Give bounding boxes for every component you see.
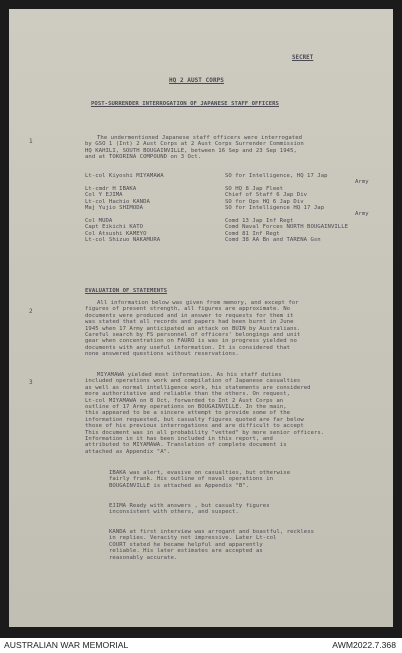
- note-line: reliable. His later estimates are accepted as: [109, 548, 263, 555]
- paragraph-line: was stated that all records and papers had been burnt in June: [85, 319, 294, 326]
- paragraph-number-1: 1: [29, 138, 33, 145]
- officer-role: Comd 13 Jap Inf Regt: [225, 217, 294, 224]
- paragraph-line: gear when concentration on FAURO is was in progress yielded no: [85, 338, 297, 345]
- paragraph-line: documents with any useful information. It is considered that: [85, 344, 291, 351]
- paragraph-line: and at TOKORINA COMPOUND on 3 Oct.: [85, 154, 202, 161]
- paragraph-line: All information below was given from memory, and except for: [97, 300, 299, 306]
- paragraph-2: [85, 300, 377, 358]
- note-kanda: [109, 529, 314, 561]
- officer-role: Comd Naval Forces NORTH BOUGAINVILLE: [225, 224, 349, 231]
- officer-name: Col MUDA: [85, 217, 113, 224]
- note-ejima: [109, 503, 270, 516]
- paragraph-3: [85, 372, 377, 455]
- officer-role: Comd 81 Inf Regt: [225, 230, 280, 237]
- paragraph-line: information requested, but casualty figures quoted are far below: [85, 416, 304, 423]
- classification-mark: SECRET: [292, 55, 314, 61]
- paragraph-line: more authoritative and reliable than the others. On request,: [85, 391, 291, 398]
- officer-name: Lt-cmdr H IBAKA: [85, 185, 137, 192]
- section-heading: EVALUATION OF STATEMENTS: [85, 288, 168, 294]
- officer-role: Chief of Staff 6 Jap Div: [225, 192, 308, 199]
- note-line: IBAKA was alert, evasive on casualties, but otherwise: [109, 470, 291, 476]
- note-line: KANDA at first interview was arrogant and boastful, reckless: [109, 529, 315, 535]
- officer-role: SO for Ops HQ 6 Jap Div: [225, 198, 304, 205]
- paragraph-number-3: 3: [29, 379, 33, 386]
- footer-institution: AUSTRALIAN WAR MEMORIAL: [4, 640, 129, 650]
- paragraph-line: as well as normal intelligence work, his statements are considered: [85, 384, 311, 391]
- note-line: BOUGAINVILLE is attached as Appendix "B".: [109, 482, 250, 489]
- paragraph-line: HQ KAHILI, SOUTH BOUGAINVILLE, between 16 Sep and 23 Sep 1945,: [85, 147, 297, 154]
- note-line: in replies. Veracity not impressive. Later Lt-col: [109, 535, 277, 542]
- officer-role-cont: Army: [355, 211, 369, 218]
- paragraph-line: Information in it has been included in this report, and: [85, 435, 273, 442]
- officer-name: Col Y EJIMA: [85, 192, 123, 199]
- officer-role: SO for Intelligence, HQ 17 Jap: [225, 173, 328, 179]
- paragraph-line: none answered questions without reservations.: [85, 351, 239, 358]
- document-page: [9, 9, 393, 627]
- officer-role: Comd 38 AA Bn and TARENA Gsn: [225, 236, 321, 243]
- hq-heading: HQ 2 AUST CORPS: [169, 77, 224, 84]
- note-line: fairly frank. His outline of naval operations in: [109, 476, 274, 483]
- paragraph-line: Lt-col MIYAMAWA on 8 Oct, forwarded to Int 2 Aust Corps an: [85, 397, 284, 404]
- paragraph-line: attributed to MIYAMAWA. Translation of complete document is: [85, 442, 287, 449]
- paragraph-line: by GSO 1 (Int) 2 Aust Corps at 2 Aust Corps Surrender Commission: [85, 141, 304, 148]
- officer-name: Lt-col Shizuo NAKAMURA: [85, 236, 161, 243]
- paragraph-line: MIYAMAWA yielded most information. As his staff duties: [97, 372, 282, 378]
- officer-name: Maj Yujio SHIMODA: [85, 204, 144, 211]
- officer-name: Lt-col Kiyoshi MIYAMAWA: [85, 173, 164, 179]
- paragraph-line: documents were produced and in answer to requests for them it: [85, 312, 294, 319]
- paragraph-line: those of his previous interrogations and are difficult to accept: [85, 423, 304, 430]
- officer-name: Capt Eikichi KATO: [85, 224, 144, 231]
- footer-catalogue-number: AWM2022.7.368: [332, 640, 396, 650]
- note-ibaka: [109, 470, 290, 489]
- note-line: inconsistent with others, and suspect.: [109, 509, 239, 516]
- paragraph-line: attached as Appendix "A".: [85, 448, 171, 455]
- officer-name: Col Atsushi KAMEYO: [85, 230, 147, 237]
- paragraph-line: this appeared to be a sincere attempt to provide some of the: [85, 410, 291, 417]
- paragraph-1: [85, 135, 377, 161]
- paragraph-line: outline of 17 Army operations on BOUGAINVILLE. In the main,: [85, 403, 287, 410]
- paragraph-line: The undermentioned Japanese staff officers were interrogated: [97, 135, 303, 141]
- note-line: COURT stated he became helpful and apparently: [109, 541, 263, 548]
- note-line: reasonably accurate.: [109, 554, 178, 561]
- paragraph-line: This document was in all probability "vetted" by more senior officers.: [85, 429, 325, 436]
- officer-role: SO HQ 8 Jap Fleet: [225, 185, 284, 192]
- officer-name: Lt-col Hachio KANDA: [85, 198, 150, 205]
- document-title: POST-SURRENDER INTERROGATION OF JAPANESE STAFF OFFICERS: [91, 101, 279, 107]
- paragraph-number-2: 2: [29, 308, 33, 315]
- officer-role: SO for Intelligence HQ 17 Jap: [225, 204, 325, 211]
- paragraph-line: figures of present strength, all figures are approximate. No: [85, 306, 291, 313]
- paragraph-line: included operations work and compilation of Japanese casualties: [85, 378, 301, 385]
- archive-footer: [0, 638, 402, 653]
- note-line: EJIMA Ready with answers , but casualty figures: [109, 503, 270, 509]
- officer-role-cont: Army: [355, 179, 369, 186]
- paragraph-line: Careful search by FS personnel of officers' belongings and unit: [85, 331, 301, 338]
- paragraph-line: 1945 when 17 Army anticipated an attack on BUIN by Australians.: [85, 325, 301, 332]
